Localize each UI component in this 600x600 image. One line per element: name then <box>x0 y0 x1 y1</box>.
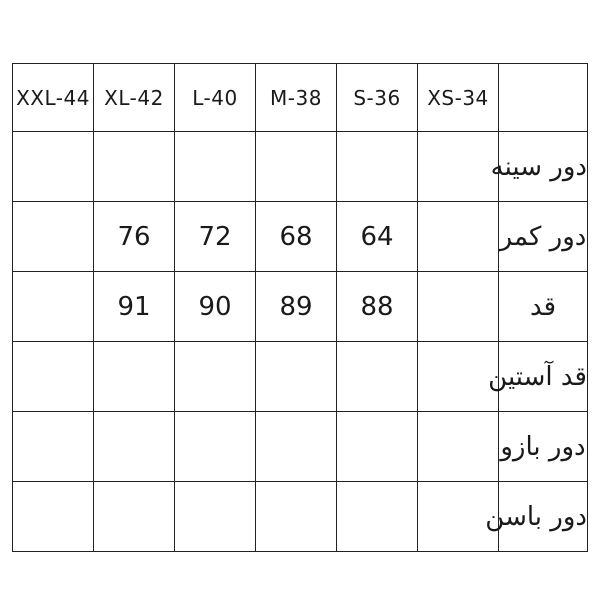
row-label-sleeve: قد آستین <box>499 342 588 412</box>
table-cell <box>175 482 256 552</box>
table-row-length <box>13 272 588 342</box>
table-row-hip <box>13 482 588 552</box>
table-cell: 90 <box>175 272 256 342</box>
table-cell: 91 <box>94 272 175 342</box>
table-cell: 89 <box>256 272 337 342</box>
row-label-waist: دور کمر <box>499 202 588 272</box>
table-cell <box>13 342 94 412</box>
size-header-l: L-40 <box>175 64 256 132</box>
table-cell <box>13 202 94 272</box>
table-cell <box>418 132 499 202</box>
table-cell: 64 <box>337 202 418 272</box>
table-cell <box>256 342 337 412</box>
row-label-arm: دور بازو <box>499 412 588 482</box>
row-label-hip: دور باسن <box>499 482 588 552</box>
table-cell <box>418 272 499 342</box>
size-header-xl: XL-42 <box>94 64 175 132</box>
size-header-xxl: XXL-44 <box>13 64 94 132</box>
table-row-sleeve <box>13 342 588 412</box>
table-cell <box>175 412 256 482</box>
size-chart-table <box>12 63 588 552</box>
table-cell <box>418 342 499 412</box>
table-cell <box>337 342 418 412</box>
table-cell <box>13 412 94 482</box>
table-cell: 76 <box>94 202 175 272</box>
table-cell <box>94 342 175 412</box>
table-cell <box>94 412 175 482</box>
table-cell <box>175 132 256 202</box>
table-cell <box>256 482 337 552</box>
table-cell: 88 <box>337 272 418 342</box>
table-cell <box>94 132 175 202</box>
table-cell <box>337 412 418 482</box>
size-header-row <box>13 64 588 132</box>
header-corner-cell <box>499 64 588 132</box>
size-header-s: S-36 <box>337 64 418 132</box>
table-cell: 72 <box>175 202 256 272</box>
table-cell <box>256 412 337 482</box>
size-header-m: M-38 <box>256 64 337 132</box>
size-header-xs: XS-34 <box>418 64 499 132</box>
table-cell <box>13 272 94 342</box>
table-cell <box>13 482 94 552</box>
table-cell <box>94 482 175 552</box>
table-cell <box>256 132 337 202</box>
table-cell <box>337 132 418 202</box>
table-cell: 68 <box>256 202 337 272</box>
row-label-length: قد <box>499 272 588 342</box>
table-row-waist <box>13 202 588 272</box>
table-cell <box>418 412 499 482</box>
table-cell <box>418 202 499 272</box>
table-cell <box>13 132 94 202</box>
table-cell <box>337 482 418 552</box>
table-row-arm <box>13 412 588 482</box>
table-cell <box>175 342 256 412</box>
row-label-chest: دور سینه <box>499 132 588 202</box>
table-row-chest <box>13 132 588 202</box>
